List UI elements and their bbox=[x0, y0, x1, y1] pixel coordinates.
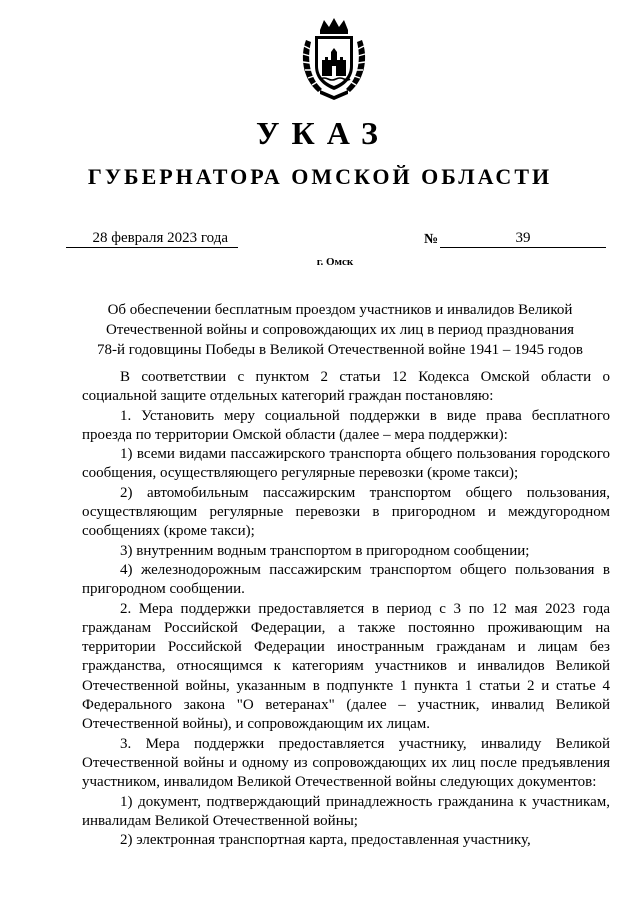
issuer-title: ГУБЕРНАТОРА ОМСКОЙ ОБЛАСТИ bbox=[87, 164, 553, 189]
document-number: 39 bbox=[440, 230, 606, 248]
paragraph-subclause: 4) железнодорожным пассажирским транспортом общего пользования в пригородном сообщении. bbox=[82, 561, 610, 598]
document-type-title: УКАЗ bbox=[256, 115, 390, 151]
paragraph-subclause: 2) автомобильным пассажирским транспортом общего пользования, осуществляющим регулярные перевозки в пригородном и междугородном сообщениях (кроме такси); bbox=[82, 484, 610, 540]
paragraph-clause-1: 1. Установить меру социальной поддержки в виде права бесплатного проезда по территории Омской области (далее – мера поддержки): bbox=[82, 407, 610, 443]
paragraph-clause-3: 3. Мера поддержки предоставляется участнику, инвалиду Великой Отечественной войны и одному из сопровождающих их лиц после предъявления участником, инвалидом Великой Отечественной войны следующих документов: bbox=[82, 735, 610, 791]
document-heading bbox=[80, 300, 600, 360]
paragraph-preamble: В соответствии с пунктом 2 статьи 12 Кодекса Омской области о социальной защите отдельных категорий граждан постановляю: bbox=[82, 369, 610, 405]
number-sign: № bbox=[424, 232, 439, 247]
paragraph-subclause: 1) всеми видами пассажирского транспорта общего пользования городского сообщения, осуществляющего регулярные перевозки (кроме такси); bbox=[82, 446, 610, 482]
paragraph-subclause: 3) внутренним водным транспортом в пригородном сообщении; bbox=[120, 542, 530, 559]
omsk-coat-of-arms-icon bbox=[298, 16, 370, 100]
heading-line: Об обеспечении бесплатным проездом участников и инвалидов Великой bbox=[107, 302, 573, 318]
document-body bbox=[82, 368, 610, 850]
paragraph-subclause: 1) документ, подтверждающий принадлежность гражданина к участникам, инвалидам Великой Отечественной войны; bbox=[82, 793, 610, 829]
city-label: г. Омск bbox=[316, 256, 354, 268]
paragraph-subclause: 2) электронная транспортная карта, предоставленная участнику, bbox=[120, 832, 531, 849]
paragraph-clause-2: 2. Мера поддержки предоставляется в период с 3 по 12 мая 2023 года гражданам Российской Федерации, а также постоянно проживающим на территории Российской Федерации иностранным гражданам и лицам без гражданства, относящимся к категориям участников и инвалидов Великой Отечественной войны, указанным в подпункте 1 пункта 1 статьи 2 и статье 4 Федерального закона "О ветеранах" (далее – участник, инвалид Великой Отечественной войны), и сопровождающим их лицам. bbox=[82, 600, 610, 733]
heading-line: 78-й годовщины Победы в Великой Отечественной войне 1941 – 1945 годов bbox=[97, 342, 583, 358]
heading-line: Отечественной войны и сопровождающих их лиц в период празднования bbox=[105, 322, 575, 338]
document-date: 28 февраля 2023 года bbox=[66, 230, 238, 248]
